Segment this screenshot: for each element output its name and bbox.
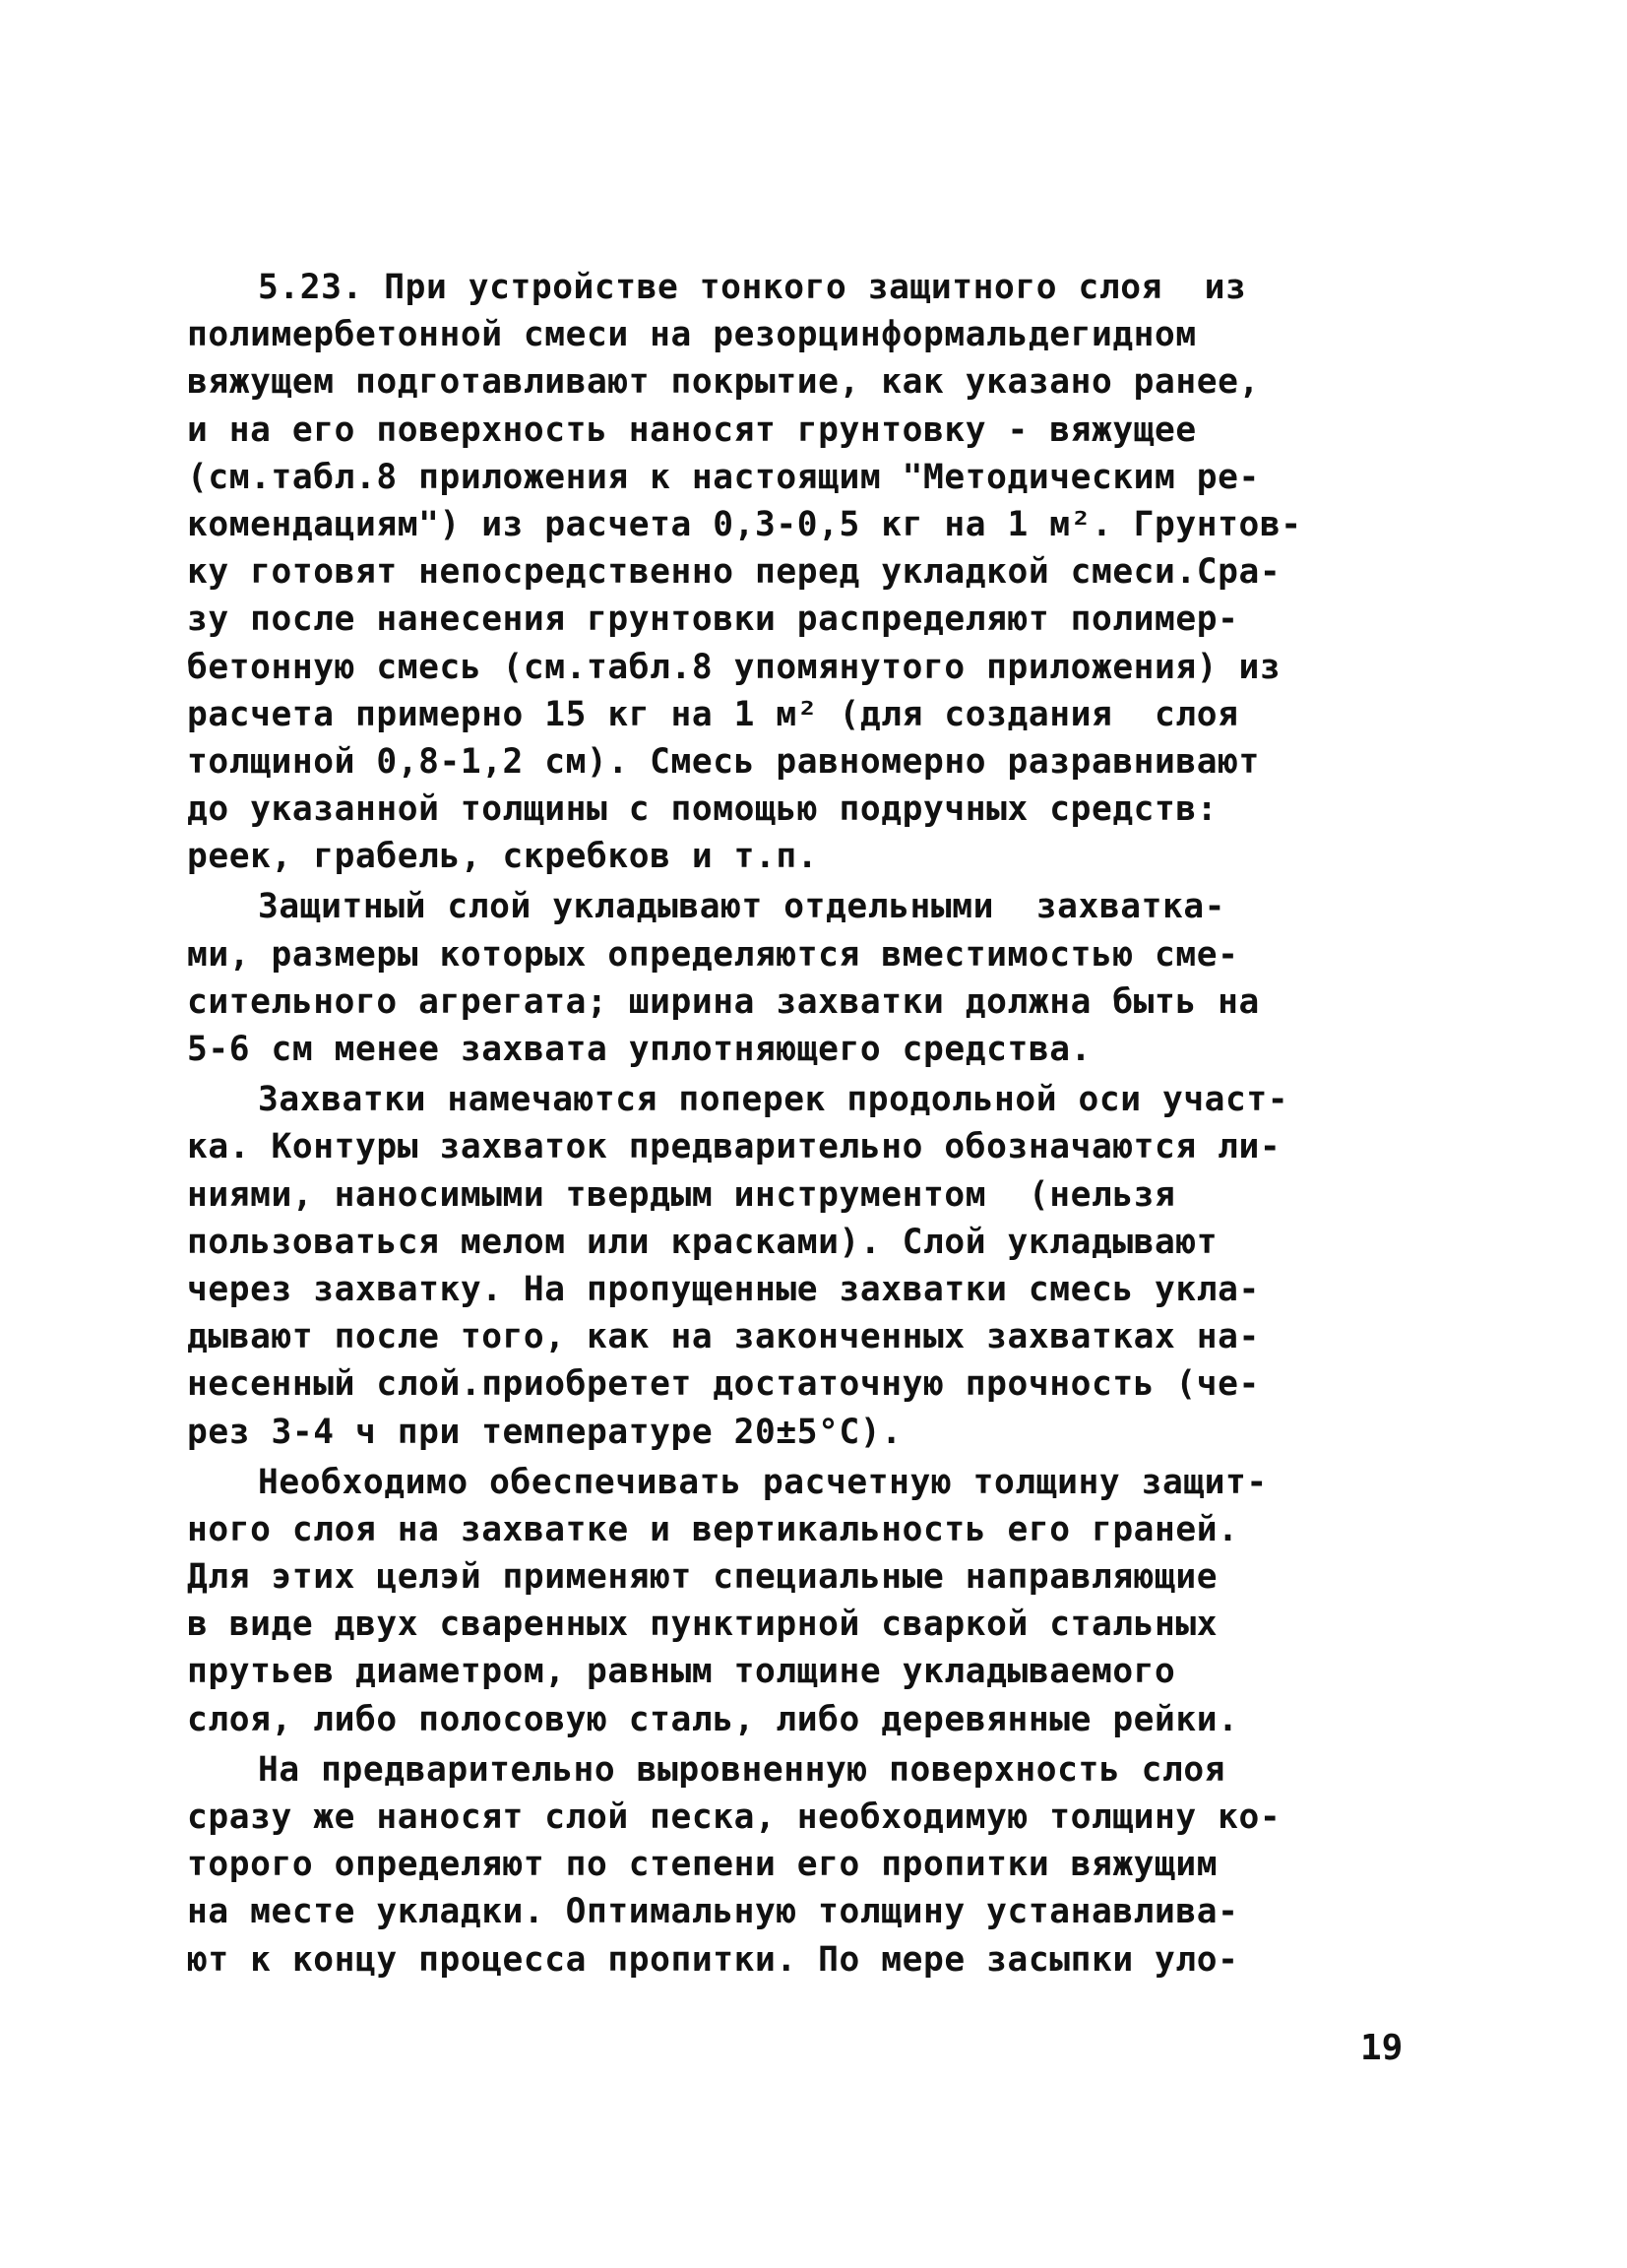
- paragraph-4-line-6: слоя, либо полосовую сталь, либо деревянные рейки.: [187, 1699, 1239, 1739]
- paragraph-4-line-5: прутьев диаметром, равным толщине укладываемого: [187, 1652, 1176, 1692]
- paragraph-1-line-4: и на его поверхность наносят грунтовку - вяжущее: [187, 410, 1197, 450]
- paragraph-2-line-2: ми, размеры которых определяются вместимостью сме-: [187, 934, 1239, 975]
- paragraph-4-line-2: ного слоя на захватке и вертикальность его граней.: [187, 1509, 1239, 1549]
- paragraph-4-line-4: в виде двух сваренных пунктирной сваркой стальных: [187, 1605, 1219, 1645]
- paragraph-5-line-1: На предварительно выровненную поверхность слоя: [258, 1749, 1226, 1790]
- paragraph-3-line-6: дывают после того, как на законченных захватках на-: [187, 1317, 1260, 1357]
- paragraph-3-line-2: ка. Контуры захваток предварительно обозначаются ли-: [187, 1127, 1282, 1167]
- paragraph-1-line-5: (см.табл.8 приложения к настоящим "Методическим ре-: [187, 457, 1260, 497]
- paragraph-2-line-1: Защитный слой укладывают отдельными захватка-: [258, 887, 1226, 927]
- paragraph-4-line-1: Необходимо обеспечивать расчетную толщину защит-: [258, 1462, 1268, 1502]
- paragraph-3-line-3: ниями, наносимыми твердым инструментом (нельзя: [187, 1174, 1176, 1215]
- paragraph-1-line-13: реек, грабель, скребков и т.п.: [187, 837, 819, 877]
- body-text: [187, 264, 1412, 1984]
- paragraph-1-line-8: зу после нанесения грунтовки распределяют полимер-: [187, 599, 1239, 640]
- paragraph-1-line-2: полимербетонной смеси на резорцинформальдегидном: [187, 315, 1197, 355]
- paragraph-1-line-10: расчета примерно 15 кг на 1 м² (для создания слоя: [187, 694, 1239, 734]
- paragraph-3-line-4: пользоваться мелом или красками). Слой укладывают: [187, 1222, 1219, 1262]
- paragraph-5-line-5: ют к концу процесса пропитки. По мере засыпки уло-: [187, 1939, 1239, 1980]
- paragraph-3-line-5: через захватку. На пропущенные захватки смесь укла-: [187, 1269, 1260, 1309]
- paragraph-5-line-3: торого определяют по степени его пропитки вяжущим: [187, 1845, 1219, 1885]
- paragraph-3-line-1: Захватки намечаются поперек продольной оси участ-: [258, 1080, 1289, 1120]
- paragraph-3-line-8: рез 3-4 ч при температуре 20±5°С).: [187, 1412, 903, 1452]
- paragraph-3-line-7: несенный слой.приобретет достаточную прочность (че-: [187, 1364, 1260, 1405]
- paragraph-1-line-6: комендациям") из расчета 0,3-0,5 кг на 1 м². Грунтов-: [187, 504, 1302, 544]
- paragraph-1-line-3: вяжущем подготавливают покрытие, как указано ранее,: [187, 362, 1260, 403]
- paragraph-1-line-9: бетонную смесь (см.табл.8 упомянутого приложения) из: [187, 647, 1282, 687]
- paragraph-2-line-3: сительного агрегата; ширина захватки должна быть на: [187, 981, 1260, 1022]
- paragraph-4-line-3: Для этих целэй применяют специальные направляющие: [187, 1557, 1219, 1598]
- paragraph-1-line-1: 5.23. При устройстве тонкого защитного слоя из: [258, 268, 1247, 307]
- page-number: 19: [1360, 2028, 1404, 2068]
- paragraph-1-line-12: до указанной толщины с помощью подручных средств:: [187, 789, 1219, 830]
- paragraph-1-line-7: ку готовят непосредственно перед укладкой смеси.Сра-: [187, 552, 1282, 593]
- paragraph-5-line-2: сразу же наносят слой песка, необходимую толщину ко-: [187, 1797, 1282, 1837]
- paragraph-1-line-11: толщиной 0,8-1,2 см). Смесь равномерно разравнивают: [187, 741, 1260, 782]
- paragraph-5-line-4: на месте укладки. Оптимальную толщину устанавлива-: [187, 1892, 1239, 1932]
- paragraph-2-line-4: 5-6 см менее захвата уплотняющего средства.: [187, 1030, 1092, 1069]
